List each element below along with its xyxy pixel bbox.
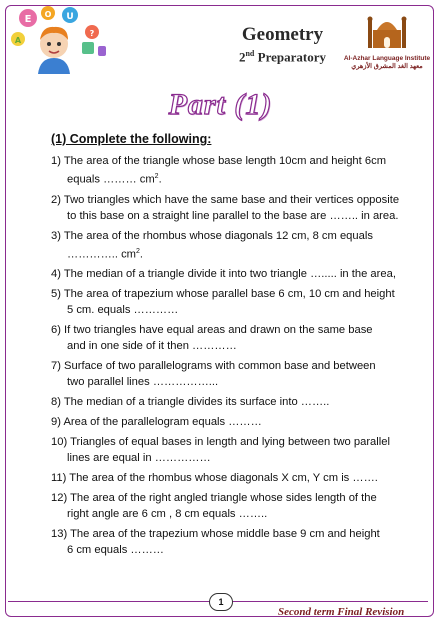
question-item bbox=[51, 434, 431, 466]
question-text: 3) The area of the rhombus whose diagonals 12 cm, 8 cm equals bbox=[51, 229, 373, 242]
question-continuation-text: and in one side of it then ………… bbox=[67, 340, 237, 353]
question-text: 9) Area of the parallelogram equals ……… bbox=[51, 416, 262, 429]
question-item bbox=[51, 322, 431, 354]
question-item bbox=[51, 358, 431, 390]
question-item bbox=[51, 153, 431, 188]
question-continuation bbox=[51, 244, 431, 263]
grade-label: Preparatory bbox=[254, 49, 326, 65]
question-item bbox=[51, 470, 431, 486]
question-text: 7) Surface of two parallelograms with common base and between bbox=[51, 360, 376, 373]
question-continuation bbox=[51, 208, 431, 224]
question-item bbox=[51, 228, 431, 263]
question-tail: . bbox=[139, 248, 144, 261]
question-text: 8) The median of a triangle divides its surface into …….. bbox=[51, 396, 330, 409]
question-item bbox=[51, 394, 431, 410]
page-number: 1 bbox=[209, 593, 233, 611]
svg-text:E: E bbox=[24, 14, 32, 25]
question-item bbox=[51, 490, 431, 522]
question-text: 12) The area of the right angled triangle whose sides length of the bbox=[51, 492, 377, 505]
question-continuation bbox=[51, 169, 431, 188]
question-continuation-text: right angle are 6 cm , 8 cm equals …….. bbox=[67, 508, 268, 521]
mosque-logo-icon bbox=[365, 10, 409, 50]
question-text: 11) The area of the rhombus whose diagonals X cm, Y cm is ……. bbox=[51, 472, 378, 485]
svg-text:O: O bbox=[44, 10, 52, 19]
question-text: 5) The area of trapezium whose parallel base 6 cm, 10 cm and height bbox=[51, 288, 395, 301]
question-tail: . bbox=[158, 173, 162, 186]
grade-number: 2 bbox=[238, 49, 246, 65]
institute-name: Al-Azhar Language Institute bbox=[343, 55, 431, 62]
part-title: Part (1) bbox=[168, 88, 273, 121]
question-text: 4) The median of a triangle divide it into two triangle …..... in the area, bbox=[51, 268, 396, 281]
question-continuation bbox=[51, 374, 431, 390]
question-item bbox=[51, 526, 431, 558]
grade-ordinal: nd bbox=[245, 49, 255, 58]
question-continuation-text: equals ……… cm bbox=[67, 173, 155, 186]
question-continuation bbox=[51, 338, 431, 354]
question-continuation-text: lines are equal in …………… bbox=[67, 452, 211, 465]
question-text: 1) The area of the triangle whose base length 10cm and height 6cm bbox=[51, 155, 387, 167]
unit-exponent: 2 bbox=[154, 173, 159, 180]
question-continuation bbox=[51, 302, 431, 318]
footer-caption: Second term Final Revision bbox=[278, 606, 405, 618]
question-text: 6) If two triangles have equal areas and drawn on the same base bbox=[51, 324, 373, 337]
question-continuation-text: ………….. cm bbox=[67, 248, 136, 261]
question-item bbox=[51, 266, 431, 282]
document-title: Geometry bbox=[241, 24, 324, 45]
institute-logo bbox=[343, 10, 431, 76]
question-continuation-text: 6 cm equals ……… bbox=[67, 544, 164, 557]
question-item bbox=[51, 286, 431, 318]
question-continuation bbox=[51, 506, 431, 522]
svg-text:?: ? bbox=[89, 29, 95, 38]
question-item bbox=[51, 414, 431, 430]
question-continuation bbox=[51, 542, 431, 558]
svg-text:A: A bbox=[14, 36, 22, 45]
question-text: 2) Two triangles which have the same base and their vertices opposite bbox=[51, 193, 400, 206]
question-continuation-text: 5 cm. equals ………… bbox=[67, 304, 179, 317]
section-heading: (1) Complete the following: bbox=[51, 132, 212, 146]
question-text: 10) Triangles of equal bases in length and lying between two parallel bbox=[51, 436, 390, 449]
institute-name-arabic: معهد الغد المشرق الأزهري bbox=[351, 63, 423, 70]
unit-exponent: 2 bbox=[136, 247, 140, 255]
question-list bbox=[51, 153, 431, 562]
question-continuation bbox=[51, 450, 431, 466]
child-with-letters-illustration bbox=[10, 6, 110, 74]
document-title-block bbox=[225, 24, 340, 65]
question-continuation-text: two parallel lines ……………... bbox=[67, 376, 219, 389]
question-text: 13) The area of the trapezium whose middle base 9 cm and height bbox=[51, 528, 380, 541]
svg-text:U: U bbox=[66, 12, 74, 22]
question-continuation-text: to this base on a straight line parallel to the base are …….. in area. bbox=[67, 209, 399, 222]
question-item bbox=[51, 192, 431, 224]
document-subtitle bbox=[225, 46, 340, 65]
